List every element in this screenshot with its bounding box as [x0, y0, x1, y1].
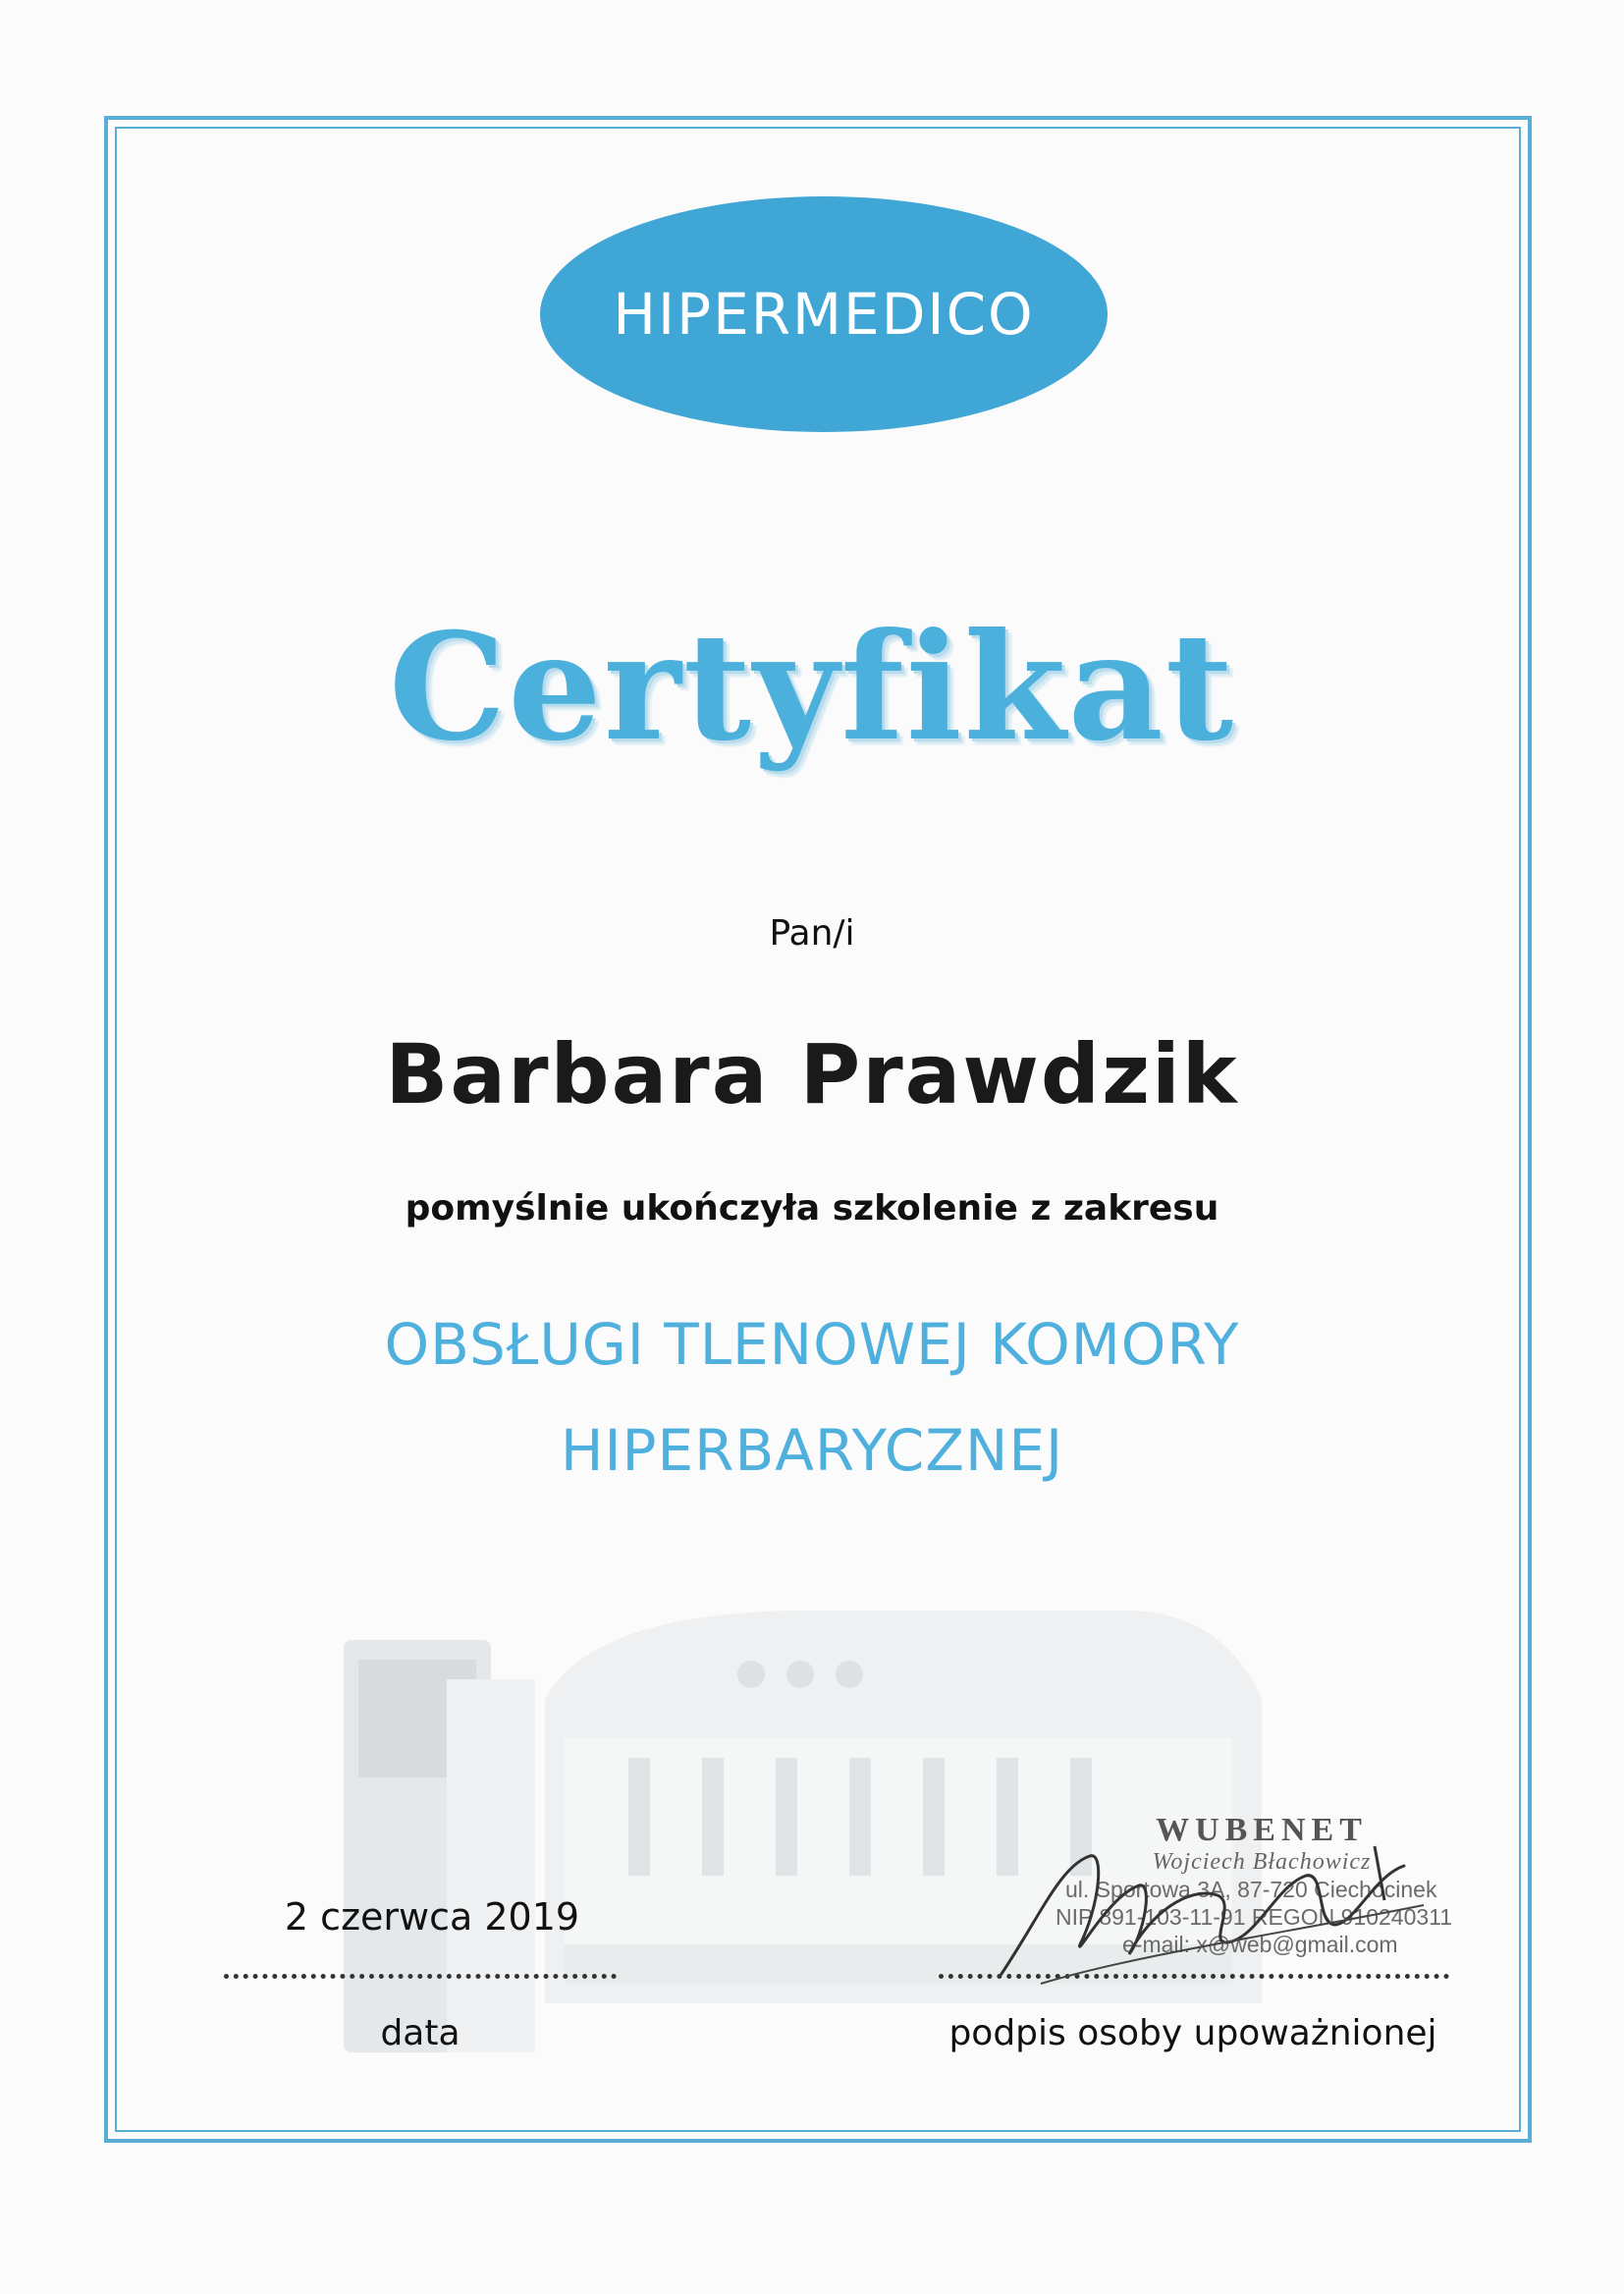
stamp-owner-name: Wojciech Błachowicz [1152, 1849, 1372, 1875]
date-label: data [380, 2013, 460, 2053]
date-dotted-line [224, 1974, 617, 1979]
honorific: Pan/i [769, 913, 855, 954]
course-name-line-1: OBSŁUGI TLENOWEJ KOMORY [384, 1311, 1240, 1378]
signature-label: podpis osoby upoważnionej [948, 2013, 1437, 2053]
stamp-email: e-mail: x@web@gmail.com [1122, 1932, 1398, 1957]
stamp-company-name: WUBENET [1156, 1812, 1368, 1848]
recipient-name: Barbara Prawdzik [385, 1026, 1239, 1122]
logo-text: HIPERMEDICO [613, 281, 1035, 348]
completion-statement: pomyślnie ukończyła szkolenie z zakresu [405, 1188, 1219, 1229]
certificate-date: 2 czerwca 2019 [284, 1895, 580, 1939]
stamp-address: ul. Sportowa 3A, 87-720 Ciechocinek [1065, 1877, 1437, 1902]
certificate-title: Certyfikat [388, 601, 1236, 774]
handwritten-signature [982, 1827, 1443, 1994]
course-name-line-2: HIPERBARYCZNEJ [560, 1417, 1064, 1484]
stamp-tax-ids: NIP 891-103-11-91 REGON 910240311 [1056, 1904, 1453, 1930]
hipermedico-logo [540, 196, 1108, 432]
